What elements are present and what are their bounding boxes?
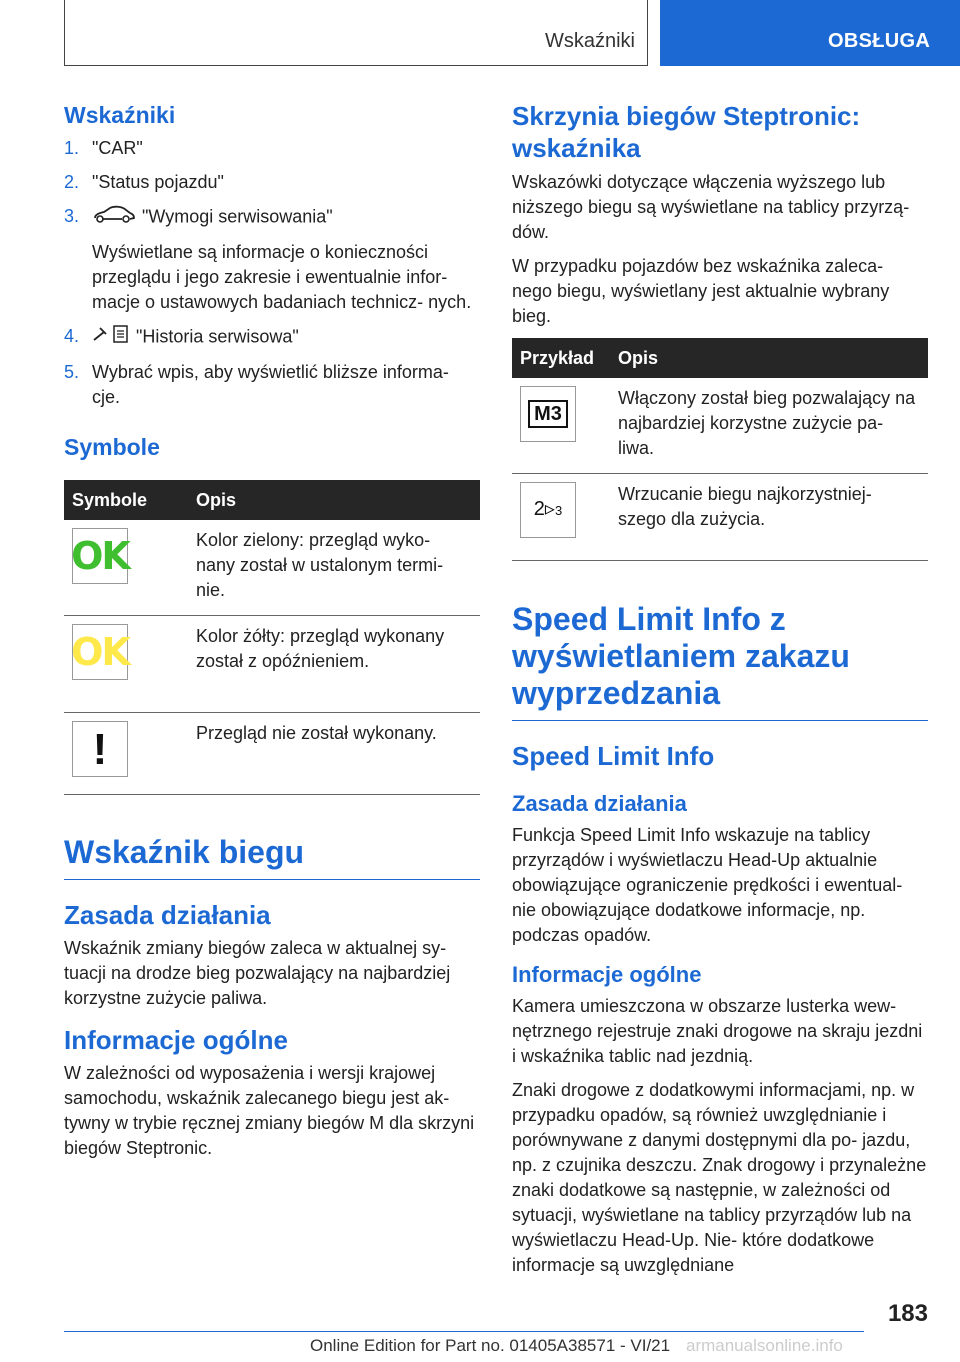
symbols-table <box>64 480 480 795</box>
footer-watermark[interactable]: armanualsonline.info <box>686 1336 843 1355</box>
principle-heading: Zasada działania <box>64 900 271 930</box>
list-item: 3. "Wymogi serwisowania" <box>64 204 480 231</box>
sli-principle-text: Funkcja Speed Limit Info wskazuje na tablicy przyrządów i wyświetlaczu Head-Up aktualnie obowiązujące ograniczenie prędkości i ewentual- nie obowiązujące dodatkowe informacje, np. podczas opadów. <box>512 825 903 945</box>
footer-divider <box>64 1331 864 1332</box>
indicators-list <box>64 136 480 231</box>
list-item: 5. Wybrać wpis, aby wyświetlić bliższe informa- cje. <box>64 362 449 407</box>
table-row: ! Przegląd nie został wykonany. <box>64 713 480 795</box>
header-chapter-tab[interactable] <box>660 0 960 66</box>
page-number: 183 <box>887 1300 928 1327</box>
indicators-heading: Wskaźniki <box>64 102 176 128</box>
general-info-heading: Informacje ogólne <box>64 1025 288 1055</box>
left-column <box>64 100 480 1170</box>
table-header: Symbole <box>64 480 188 520</box>
indicators-list-cont <box>64 324 480 410</box>
exclamation-icon: ! <box>72 721 128 777</box>
service-history-icon <box>92 324 130 351</box>
header-chapter-label: OBSŁUGA <box>828 30 931 52</box>
sli-general-heading: Informacje ogólne <box>512 962 702 987</box>
list-item: 4. "Historia serwisowa" <box>64 324 480 351</box>
header-section-title: Wskaźniki <box>544 30 635 52</box>
table-row: M3 Włączony został bieg pozwalający na najbardziej korzystne zużycie pa- liwa. <box>512 378 928 474</box>
table-header: Opis <box>610 338 928 378</box>
gear-indicator-heading: Wskaźnik biegu <box>64 833 480 880</box>
table-header: Przykład <box>512 338 610 378</box>
header-section-box <box>64 0 648 66</box>
steptronic-text-2: W przypadku pojazdów bez wskaźnika zaleca- nego biegu, wyświetlany jest aktualnie wybrany bieg. <box>512 256 890 326</box>
speed-limit-heading: Speed Limit Info z wyświetlaniem zakazu wyprzedzania <box>512 601 928 721</box>
symbols-heading: Symbole <box>64 434 160 460</box>
service-detail-text: Wyświetlane są informacje o konieczności przeglądu i jego zakresie i ewentualnie infor- macje o ustawowych badaniach technicz- nych. <box>92 242 472 312</box>
shift-up-icon: 2▹3 <box>520 482 576 538</box>
ok-yellow-icon: OK <box>72 624 128 680</box>
list-item: 1. "CAR" <box>64 138 143 158</box>
sli-principle-heading: Zasada działania <box>512 791 687 816</box>
sli-general-text-2: Znaki drogowe z dodatkowymi informacjami, np. w przypadku opadów, są również uwzględnianie i porównywane z danymi dostępnymi dla po- jazdu, np. z czujnika deszczu. Znak drogowy i przynależne znaki dodatkowe są następnie, w zależności od sytuacji, wyświetlane na tablicy przyrządów lub na wyświetlaczu Head-Up. Nie- które dodatkowe informacje są uwzględniane <box>512 1080 927 1275</box>
footer-edition: Online Edition for Part no. 01405A38571 - VI/21 <box>310 1336 671 1355</box>
right-column <box>512 100 928 1287</box>
principle-text: Wskaźnik zmiany biegów zaleca w aktualnej sy- tuacji na drodze bieg pozwalający na najbardziej korzystne zużycie paliwa. <box>64 938 451 1008</box>
car-service-icon <box>92 204 136 231</box>
general-info-text: W zależności od wyposażenia i wersji krajowej samochodu, wskaźnik zalecanego biegu jest ak- tywny w trybie ręcznej zmiany biegów M dla skrzyni biegów Steptronic. <box>64 1063 475 1158</box>
table-row: OK Kolor zielony: przegląd wyko- nany został w ustalonym termi- nie. <box>64 520 480 616</box>
list-item: 2. "Status pojazdu" <box>64 172 224 192</box>
steptronic-text-1: Wskazówki dotyczące włączenia wyższego lub niższego biegu są wyświetlane na tablicy przyrzą- dów. <box>512 172 910 242</box>
steptronic-heading: Skrzynia biegów Steptronic: wskaźnika <box>512 101 861 163</box>
table-row: 2▹3 Wrzucanie biegu najkorzystniej- szego dla zużycia. <box>512 474 928 561</box>
ok-green-icon: OK <box>72 528 128 584</box>
m3-gear-icon: M3 <box>520 386 576 442</box>
sli-general-text-1: Kamera umieszczona w obszarze lusterka wew- nętrznego rejestruje znaki drogowe na skraju jezdni i wskaźnika tablic nad jezdnią. <box>512 996 923 1066</box>
table-header: Opis <box>188 480 480 520</box>
table-row: OK Kolor żółty: przegląd wykonany został z opóźnieniem. <box>64 616 480 713</box>
sli-heading: Speed Limit Info <box>512 741 715 771</box>
example-table <box>512 338 928 561</box>
